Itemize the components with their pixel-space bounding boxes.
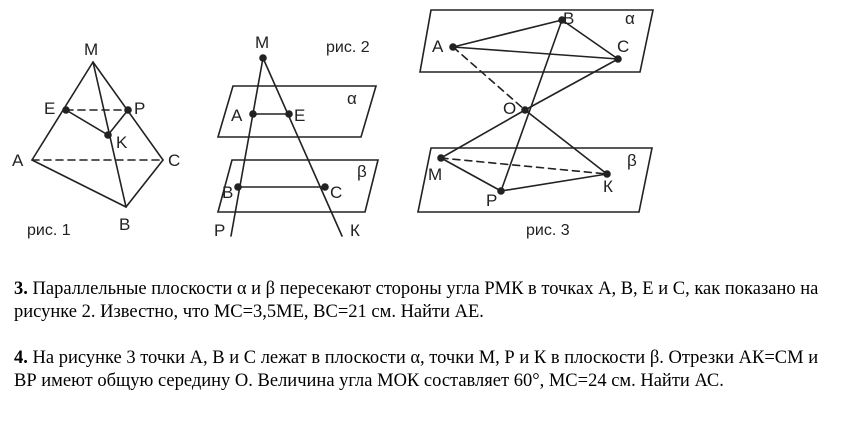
segment-AB: [453, 20, 562, 47]
label-A: A: [432, 37, 444, 56]
label-beta: β: [357, 162, 367, 181]
label-K: K: [116, 133, 128, 152]
label-alpha: α: [625, 9, 635, 28]
point-O: [522, 107, 528, 113]
point-P: [125, 107, 131, 113]
segment-PK: [108, 110, 128, 135]
ray-MK: [263, 58, 342, 236]
problem-number: 3.: [14, 279, 28, 299]
label-P: P: [486, 191, 498, 210]
label-E: E: [44, 99, 56, 118]
label-M: M: [428, 165, 443, 184]
point-C: [615, 56, 621, 62]
segment-AK-lower: [525, 110, 607, 174]
point-E: [286, 111, 292, 117]
label-O: O: [503, 99, 517, 118]
problem-text: Параллельные плоскости α и β пересекают стороны угла РМК в точках А, В, Е и С, как показано на рисунке 2. Известно, что МС=3,5МЕ, ВС=21 см. Найти АЕ.: [14, 279, 819, 322]
label-C: C: [330, 183, 343, 202]
figure-1: [32, 62, 163, 207]
problem-number: 4.: [14, 348, 28, 368]
label-E: E: [294, 106, 306, 125]
label-P: P: [134, 99, 146, 118]
plane-beta: [218, 160, 378, 212]
label-C: C: [617, 37, 630, 56]
point-A: [250, 111, 256, 117]
caption-fig1: рис. 1: [27, 222, 71, 239]
problem-text: На рисунке 3 точки А, В и С лежат в плоскости α, точки М, Р и К в плоскости β. Отрезки АК=СМ и ВР имеют общую середину О. Величина угла МОК составляет 60°, МС=24 см. Найти АС.: [14, 348, 819, 391]
plane-beta: [418, 148, 652, 212]
label-K: К: [350, 221, 360, 240]
figure-2: [218, 55, 378, 236]
point-A: [450, 44, 456, 50]
label-A: A: [231, 106, 243, 125]
ray-MP: [231, 58, 263, 236]
edge-CB: [126, 160, 163, 207]
point-K: [105, 132, 111, 138]
label-C: C: [168, 151, 181, 170]
caption-fig2: рис. 2: [326, 39, 370, 56]
segment-AC: [453, 47, 618, 59]
problems-list: [14, 278, 844, 393]
label-alpha: α: [347, 89, 357, 108]
label-M: M: [84, 40, 99, 59]
label-B: B: [563, 9, 575, 28]
point-M: [260, 55, 266, 61]
label-beta: β: [627, 151, 637, 170]
problem-4: [14, 347, 844, 393]
point-P: [498, 188, 504, 194]
problem-3: [14, 278, 844, 324]
edge-AB: [32, 160, 126, 207]
point-M: [438, 155, 444, 161]
label-B: B: [119, 215, 131, 234]
label-M: M: [255, 33, 270, 52]
segment-EK: [66, 110, 108, 135]
point-C: [322, 184, 328, 190]
caption-fig3: рис. 3: [526, 222, 570, 239]
label-B: B: [222, 183, 234, 202]
label-A: A: [12, 151, 24, 170]
label-K: К: [603, 177, 613, 196]
segment-PK: [501, 174, 607, 191]
point-E: [63, 107, 69, 113]
label-P: P: [214, 221, 226, 240]
point-B: [235, 184, 241, 190]
